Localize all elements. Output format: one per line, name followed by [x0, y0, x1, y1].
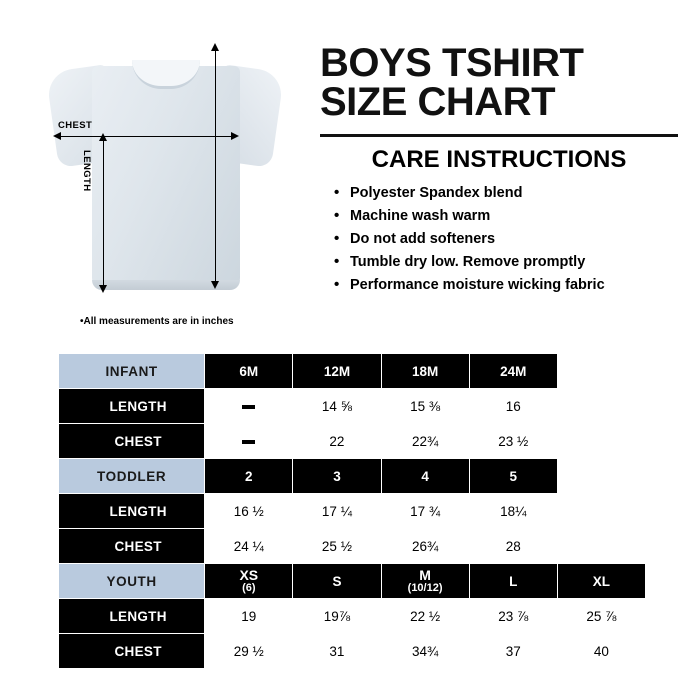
table-row: [59, 424, 646, 459]
overall-length-arrow-icon: [215, 50, 216, 282]
cell-value: 19⅞: [293, 599, 381, 634]
size-header-2: 2: [205, 459, 293, 494]
spacer-cell: [557, 494, 645, 529]
spacer-cell: [557, 389, 645, 424]
size-table-wrapper: [58, 353, 646, 669]
cell-value: 22¾: [381, 424, 469, 459]
cell-value: 29 ½: [205, 634, 293, 669]
cell-value: 23 ⅞: [469, 599, 557, 634]
care-instructions-title: CARE INSTRUCTIONS: [371, 146, 627, 174]
size-header-5: 5: [469, 459, 557, 494]
title-line-1: BOYS TSHIRT: [320, 41, 584, 85]
size-header-3: 3: [293, 459, 381, 494]
category-infant: INFANT: [59, 354, 205, 389]
cell-value: [205, 389, 293, 424]
size-header-24m: 24M: [469, 354, 557, 389]
care-item: • Tumble dry low. Remove promptly: [334, 251, 678, 274]
spacer-cell: [557, 459, 645, 494]
row-label-youth-length: LENGTH: [59, 599, 205, 634]
size-header-l: L: [469, 564, 557, 599]
size-header-xl: XL: [557, 564, 645, 599]
category-toddler: TODDLER: [59, 459, 205, 494]
cell-value: 28: [469, 529, 557, 564]
title-divider: [320, 134, 678, 137]
dash-icon: [242, 405, 255, 409]
measurement-footnote: •All measurements are in inches: [80, 316, 234, 327]
row-label-infant-chest: CHEST: [59, 424, 205, 459]
cell-value: 25 ½: [293, 529, 381, 564]
size-header-4: 4: [381, 459, 469, 494]
cell-value: 18¼: [469, 494, 557, 529]
cell-value: 40: [557, 634, 645, 669]
cell-value: 22 ½: [381, 599, 469, 634]
size-header-xs-main: XS: [239, 566, 259, 583]
table-row: [59, 529, 646, 564]
row-label-toddler-chest: CHEST: [59, 529, 205, 564]
row-label-youth-chest: CHEST: [59, 634, 205, 669]
size-header-s: S: [293, 564, 381, 599]
cell-value: 31: [293, 634, 381, 669]
page-title: [320, 41, 678, 125]
top-section: [0, 0, 700, 345]
chest-label: CHEST: [58, 120, 93, 131]
cell-value: 25 ⅞: [557, 599, 645, 634]
cell-value: 24 ¼: [205, 529, 293, 564]
cell-value: 37: [469, 634, 557, 669]
chest-measure-arrow-icon: [60, 136, 232, 137]
cell-value: [205, 424, 293, 459]
care-item: • Machine wash warm: [334, 205, 678, 228]
size-header-xs: [205, 564, 293, 599]
cell-value: 19: [205, 599, 293, 634]
table-row: [59, 599, 646, 634]
size-header-xs-sub: (6): [242, 581, 256, 594]
size-chart-table: [58, 353, 646, 669]
size-header-m: [381, 564, 469, 599]
title-line-2: SIZE CHART: [320, 80, 555, 125]
cell-value: 22: [293, 424, 381, 459]
category-youth: YOUTH: [59, 564, 205, 599]
cell-value: 16: [469, 389, 557, 424]
table-row: [59, 564, 646, 599]
table-row: [59, 634, 646, 669]
heading-panel: [310, 40, 678, 345]
care-item: • Polyester Spandex blend: [334, 182, 678, 205]
cell-value: 34¾: [381, 634, 469, 669]
shirt-body: [92, 66, 240, 288]
shirt-diagram-panel: [22, 40, 310, 345]
cell-value: 17 ¾: [381, 494, 469, 529]
cell-value: 14 ⅝: [293, 389, 381, 424]
table-row: [59, 494, 646, 529]
spacer-cell: [557, 424, 645, 459]
care-instructions-list: [320, 182, 678, 297]
table-row: [59, 389, 646, 424]
shirt-illustration: [30, 40, 300, 327]
size-header-m-main: M: [419, 566, 431, 583]
cell-value: 23 ½: [469, 424, 557, 459]
table-row: [59, 459, 646, 494]
row-label-infant-length: LENGTH: [59, 389, 205, 424]
length-measure-arrow-icon: [103, 140, 104, 286]
care-item: • Performance moisture wicking fabric: [334, 274, 678, 297]
spacer-cell: [557, 529, 645, 564]
size-header-12m: 12M: [293, 354, 381, 389]
spacer-cell: [557, 354, 645, 389]
length-label: LENGTH: [81, 150, 92, 192]
table-row: [59, 354, 646, 389]
size-header-6m: 6M: [205, 354, 293, 389]
care-item: • Do not add softeners: [334, 228, 678, 251]
size-header-m-sub: (10/12): [407, 581, 443, 594]
dash-icon: [242, 440, 255, 444]
cell-value: 16 ½: [205, 494, 293, 529]
size-header-18m: 18M: [381, 354, 469, 389]
cell-value: 26¾: [381, 529, 469, 564]
cell-value: 15 ⅜: [381, 389, 469, 424]
row-label-toddler-length: LENGTH: [59, 494, 205, 529]
cell-value: 17 ¼: [293, 494, 381, 529]
